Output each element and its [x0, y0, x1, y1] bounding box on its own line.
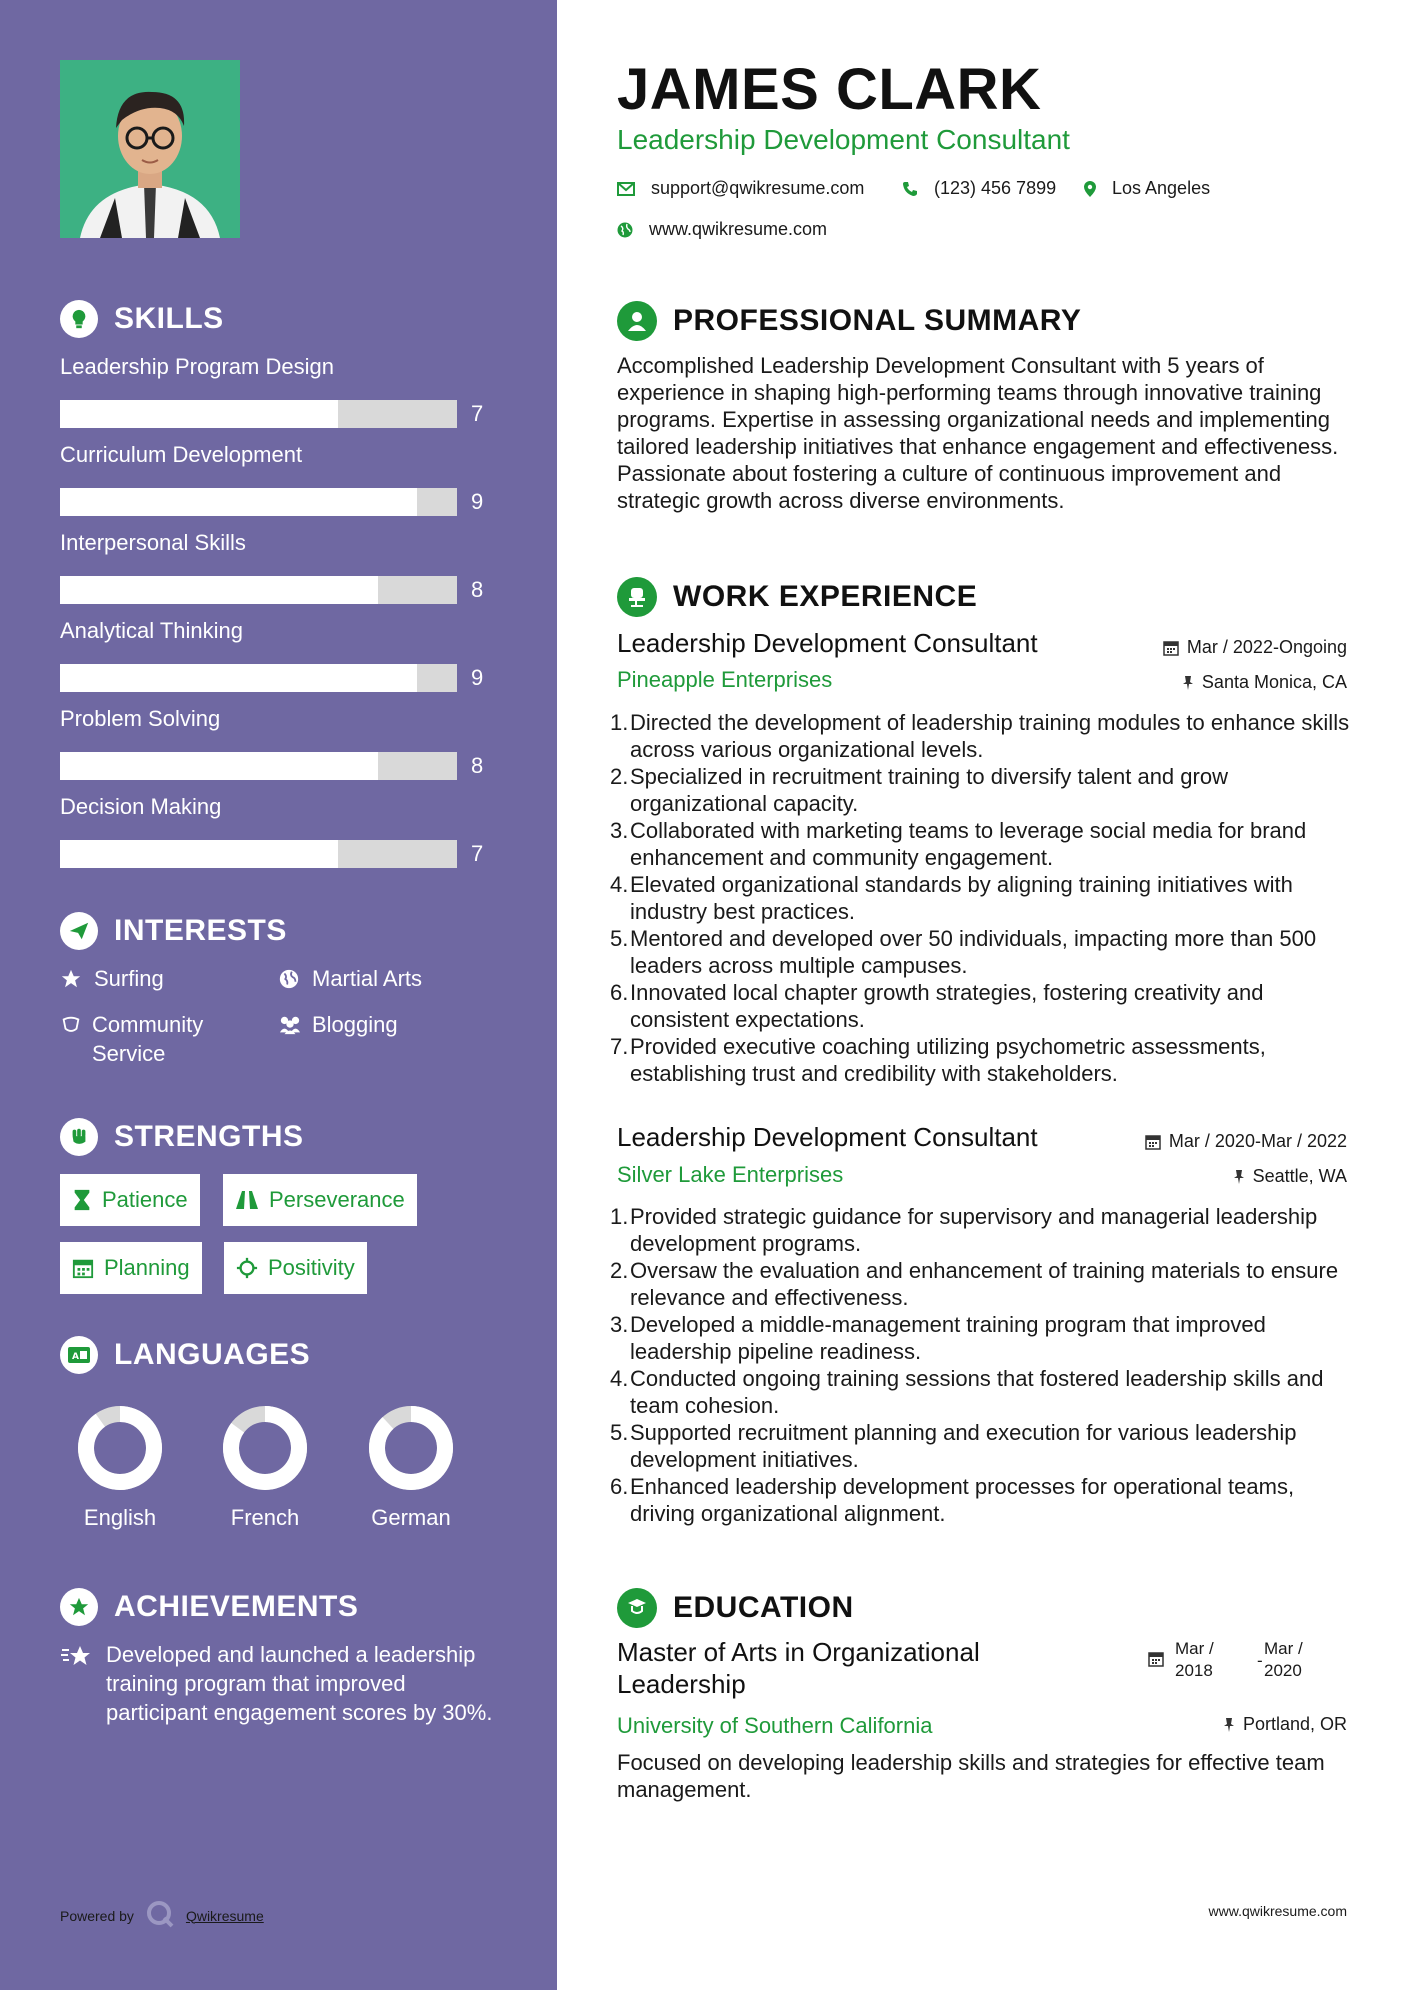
interest-label: Martial Arts: [312, 966, 423, 991]
stars-icon: [60, 1640, 94, 1727]
list-item-number: 3.: [610, 1312, 629, 1337]
list-item-text: Enhanced leadership development processes for operational teams, driving organizational alignment.: [630, 1474, 1295, 1526]
language-level-ring: [75, 1403, 165, 1493]
envelope-icon: [617, 182, 635, 196]
skill-item: [60, 442, 500, 518]
skills-heading: [60, 300, 224, 338]
footer-url[interactable]: www.qwikresume.com: [1208, 1903, 1347, 1919]
language-name: German: [371, 1505, 451, 1530]
education-title: EDUCATION: [673, 1591, 854, 1624]
skill-bar-fill: [60, 488, 417, 516]
strength-label: Perseverance: [269, 1187, 405, 1212]
interest-label: Surfing: [94, 966, 164, 991]
interest-item: [60, 1010, 240, 1068]
education-location-text: Portland, OR: [1242, 1714, 1347, 1734]
education-description: Focused on developing leadership skills and strategies for effective team management.: [617, 1750, 1325, 1802]
skill-item: [60, 706, 500, 782]
list-item-number: 1.: [610, 1204, 629, 1229]
list-item-text: Mentored and developed over 50 individuals, impacting more than 500 leaders across multiple campuses.: [630, 926, 1317, 978]
svg-text:A: A: [72, 1352, 80, 1362]
skill-level: 8: [471, 753, 484, 778]
skill-bar-fill: [60, 840, 338, 868]
job-location: [1233, 1166, 1347, 1187]
job-location: [1182, 672, 1347, 693]
contact-phone: [902, 178, 1056, 199]
sun-icon: [236, 1257, 258, 1279]
location-text: Los Angeles: [1112, 178, 1211, 198]
skill-item: [60, 618, 500, 694]
chair-icon: [617, 577, 657, 617]
star-badge-icon: [60, 1588, 98, 1626]
strength-tag: [60, 1242, 202, 1294]
languages-title: LANGUAGES: [114, 1338, 311, 1371]
strength-label: Planning: [104, 1255, 190, 1280]
list-item: [610, 1473, 1360, 1527]
list-item-number: 5.: [610, 1420, 629, 1445]
education-heading: [617, 1588, 854, 1628]
skill-bar-fill: [60, 576, 378, 604]
skill-bar: [60, 664, 500, 694]
calendar-icon: [72, 1257, 94, 1279]
candidate-role: Leadership Development Consultant: [617, 124, 1070, 155]
job-date: [1163, 637, 1347, 658]
job-location-text: Santa Monica, CA: [1201, 672, 1347, 692]
interest-item: [278, 1010, 398, 1039]
interests-heading: [60, 912, 287, 950]
skill-bar: [60, 488, 500, 518]
summary-text: Accomplished Leadership Development Consultant with 5 years of experience in shaping high-performing teams through innovative training programs. Expertise in assessing organizational needs and implementing tailored leadership initiatives that enhance engagement and effectiveness. Passionate about fostering a culture of continuous improvement and strategic growth across diverse environments.: [617, 353, 1339, 513]
main-content: [557, 0, 1407, 1990]
list-item-text: Oversaw the evaluation and enhancement of training materials to ensure relevance and effectiveness.: [630, 1258, 1339, 1310]
strength-tag: [223, 1174, 417, 1226]
job-title: Leadership Development Consultant: [617, 1122, 1038, 1152]
experience-heading: [617, 577, 977, 617]
education-school: University of Southern California: [617, 1713, 933, 1738]
powered-by: [60, 1900, 264, 1931]
job-company: Pineapple Enterprises: [617, 667, 833, 692]
list-item: [610, 763, 1360, 817]
language-name: English: [83, 1505, 157, 1530]
language-icon: [60, 1336, 98, 1374]
contact-location: [1084, 178, 1210, 199]
list-item: [610, 979, 1360, 1033]
list-item-number: 6.: [610, 980, 629, 1005]
language-level-ring: [220, 1403, 310, 1493]
list-item-text: Conducted ongoing training sessions that fostered leadership skills and team cohesion.: [630, 1366, 1324, 1418]
skill-bar: [60, 840, 500, 870]
achievement-text: Developed and launched a leadership training program that improved participant engagement scores by 30%.: [106, 1642, 493, 1725]
skill-level: 9: [471, 489, 484, 514]
interests-title: INTERESTS: [114, 914, 287, 947]
candidate-name: JAMES CLARK: [617, 57, 1042, 122]
list-item: [610, 1203, 1360, 1257]
achievements-title: ACHIEVEMENTS: [114, 1590, 359, 1623]
skill-item: [60, 794, 500, 870]
sidebar: [0, 0, 557, 1990]
job-date-text: Mar / 2022-Ongoing: [1186, 637, 1347, 657]
education-date-separator: -: [1257, 1651, 1263, 1670]
shield-icon: [60, 1010, 82, 1039]
list-item-number: 6.: [610, 1474, 629, 1499]
job-date-text: Mar / 2020-Mar / 2022: [1168, 1131, 1347, 1151]
calendar-icon: [1148, 1651, 1164, 1667]
skill-bar-fill: [60, 664, 417, 692]
job-title: Leadership Development Consultant: [617, 628, 1038, 658]
skill-level: 8: [471, 577, 484, 602]
interest-item: [278, 964, 422, 993]
phone-icon: [902, 181, 918, 197]
list-item-text: Developed a middle-management training program that improved leadership pipeline readiness.: [630, 1312, 1266, 1364]
strengths-title: STRENGTHS: [114, 1120, 304, 1153]
skill-name: Leadership Program Design: [60, 354, 334, 379]
list-item-number: 3.: [610, 818, 629, 843]
languages-heading: [60, 1336, 310, 1374]
list-item-text: Specialized in recruitment training to diversify talent and grow organizational capacity.: [630, 764, 1228, 816]
language-level-ring: [366, 1403, 456, 1493]
list-item-number: 2.: [610, 1258, 629, 1283]
education-degree: Master of Arts in Organizational Leadership: [617, 1637, 980, 1699]
skill-bar: [60, 400, 500, 430]
users-icon: [278, 1010, 302, 1039]
job-date: [1145, 1131, 1347, 1152]
list-item: [610, 1257, 1360, 1311]
list-item-number: 2.: [610, 764, 629, 789]
skill-bar: [60, 576, 500, 606]
list-item-number: 1.: [610, 710, 629, 735]
job-bullets: [610, 709, 1360, 1087]
education-date-start: Mar / 2018: [1175, 1639, 1214, 1680]
strength-label: Patience: [102, 1187, 188, 1212]
list-item-text: Provided executive coaching utilizing psychometric assessments, establishing trust and credibility with stakeholders.: [630, 1034, 1266, 1086]
pin-icon: [1223, 1717, 1235, 1733]
qwikresume-logo-icon: [146, 1900, 174, 1931]
skill-level: 7: [471, 401, 484, 426]
road-icon: [235, 1190, 259, 1210]
job-bullets: [610, 1203, 1360, 1527]
list-item-text: Directed the development of leadership training modules to enhance skills across various organizational levels.: [630, 710, 1350, 762]
skill-name: Decision Making: [60, 794, 222, 819]
calendar-icon: [1145, 1134, 1161, 1150]
skill-bar: [60, 752, 500, 782]
pin-icon: [1182, 675, 1194, 691]
job-company: Silver Lake Enterprises: [617, 1162, 844, 1187]
skills-title: SKILLS: [114, 302, 224, 335]
skill-name: Problem Solving: [60, 706, 221, 731]
language-item: [205, 1403, 325, 1531]
skill-bar-fill: [60, 400, 338, 428]
phone-text[interactable]: (123) 456 7899: [934, 178, 1057, 198]
skill-name: Curriculum Development: [60, 442, 303, 467]
skill-item: [60, 354, 500, 430]
list-item: [610, 1033, 1360, 1087]
list-item-number: 7.: [610, 1034, 629, 1059]
powered-by-brand-link[interactable]: Qwikresume: [185, 1907, 264, 1924]
list-item: [610, 925, 1360, 979]
skill-name: Analytical Thinking: [60, 618, 244, 643]
achievements-heading: [60, 1588, 358, 1626]
star-icon: [60, 964, 84, 993]
globe-icon: [617, 222, 633, 238]
graduation-icon: [617, 1588, 657, 1628]
list-item-text: Elevated organizational standards by aligning training initiatives with industry best practices.: [630, 872, 1293, 924]
profile-photo: [60, 60, 240, 238]
globe-icon: [278, 964, 302, 993]
list-item: [610, 871, 1360, 925]
list-item-text: Innovated local chapter growth strategies, fostering creativity and consistent expectations.: [630, 980, 1264, 1032]
summary-title: PROFESSIONAL SUMMARY: [673, 304, 1082, 337]
education-location: [1223, 1714, 1347, 1735]
list-item-text: Provided strategic guidance for supervisory and managerial leadership development programs.: [630, 1204, 1318, 1256]
skill-bar-fill: [60, 752, 378, 780]
hourglass-icon: [72, 1189, 92, 1211]
user-icon: [617, 301, 657, 341]
interest-label: Blogging: [312, 1012, 398, 1037]
language-name: French: [230, 1505, 300, 1530]
interest-label: Community Service: [92, 1012, 204, 1066]
calendar-icon: [1163, 640, 1179, 656]
skill-level: 9: [471, 665, 484, 690]
map-marker-icon: [1084, 181, 1096, 197]
list-item: [610, 709, 1360, 763]
skill-name: Interpersonal Skills: [60, 530, 246, 555]
list-item: [610, 1311, 1360, 1365]
paper-plane-icon: [60, 912, 98, 950]
powered-by-label: Powered by: [60, 1907, 134, 1924]
email-text[interactable]: support@qwikresume.com: [651, 178, 865, 198]
achievement-item: [60, 1640, 500, 1727]
lightbulb-icon: [60, 300, 98, 338]
strength-tag: [224, 1242, 367, 1294]
education-date-end: Mar / 2020: [1264, 1639, 1303, 1680]
skill-level: 7: [471, 841, 484, 866]
list-item-text: Collaborated with marketing teams to leverage social media for brand enhancement and community engagement.: [630, 818, 1307, 870]
strength-label: Positivity: [268, 1255, 355, 1280]
contact-email: [617, 178, 864, 199]
strength-tag: [60, 1174, 200, 1226]
list-item-text: Supported recruitment planning and execution for various leadership development initiatives.: [630, 1420, 1297, 1472]
experience-title: WORK EXPERIENCE: [673, 580, 978, 613]
language-item: [351, 1403, 471, 1531]
list-item: [610, 1419, 1360, 1473]
list-item-number: 5.: [610, 926, 629, 951]
language-item: [60, 1403, 180, 1531]
list-item: [610, 817, 1360, 871]
list-item-number: 4.: [610, 872, 629, 897]
contact-website: [617, 219, 827, 240]
fist-icon: [60, 1118, 98, 1156]
list-item-number: 4.: [610, 1366, 629, 1391]
website-text[interactable]: www.qwikresume.com: [649, 219, 828, 239]
list-item: [610, 1365, 1360, 1419]
summary-heading: [617, 301, 1081, 341]
strengths-heading: [60, 1118, 304, 1156]
interest-item: [60, 964, 164, 993]
job-location-text: Seattle, WA: [1252, 1166, 1347, 1186]
skill-item: [60, 530, 500, 606]
pin-icon: [1233, 1169, 1245, 1185]
